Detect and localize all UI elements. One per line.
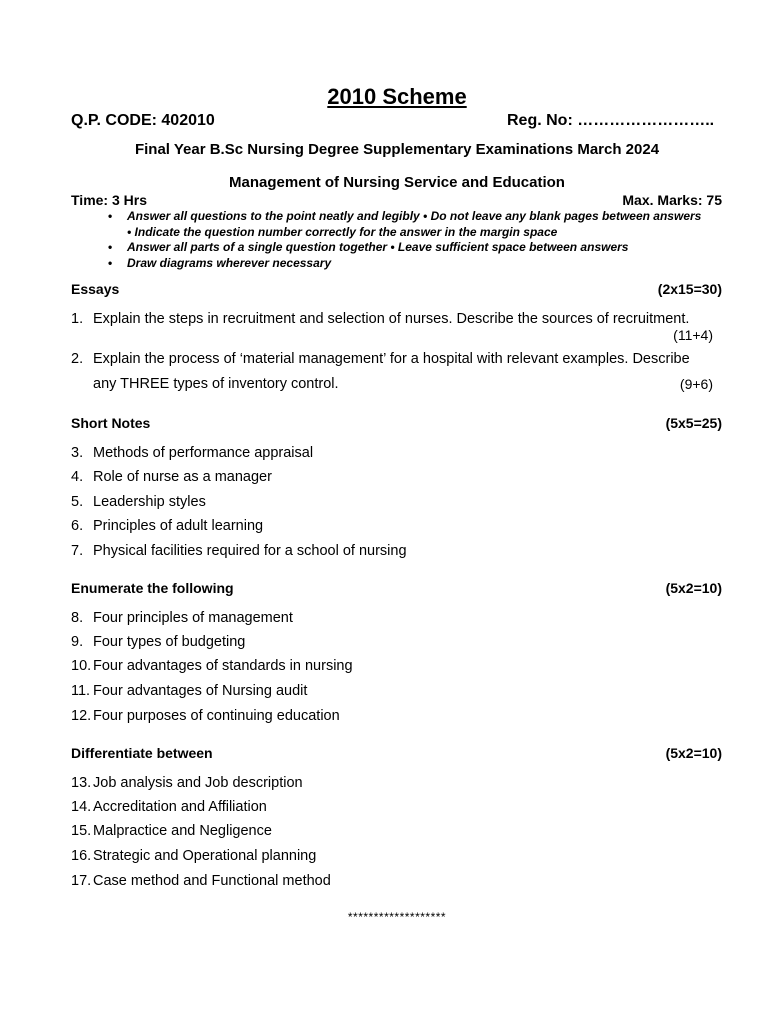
bullet-icon: • [108, 255, 113, 270]
question-number: 14. [71, 799, 92, 815]
question-text: Accreditation and Affiliation [93, 799, 267, 815]
end-stars-divider: ******************* [347, 910, 447, 924]
question-item [71, 799, 267, 815]
question-text: Physical facilities required for a school of nursing [93, 543, 407, 559]
section-short-notes [71, 415, 722, 431]
instruction-item [108, 240, 708, 256]
question-text: Explain the steps in recruitment and selection of nurses. Describe the sources of recruitment. [93, 311, 690, 327]
question-number: 15. [71, 823, 92, 839]
bullet-icon: • [108, 209, 113, 223]
section-title: Short Notes [71, 415, 151, 431]
time-allowed: Time: 3 Hrs [71, 192, 147, 208]
bullet-icon: • [108, 240, 113, 254]
question-number: 1. [71, 311, 84, 327]
question-number: 12. [71, 708, 92, 724]
section-marks: (2x15=30) [657, 281, 722, 297]
instructions-list [108, 209, 708, 271]
reg-no: Reg. No: …………………….. [507, 112, 715, 129]
exam-title: Final Year B.Sc Nursing Degree Supplementary Examinations March 2024 [134, 141, 660, 158]
question-text: Case method and Functional method [93, 873, 331, 889]
question-item [71, 775, 303, 791]
question-number: 2. [71, 351, 84, 367]
question-item [71, 494, 206, 510]
question-text: Four advantages of Nursing audit [93, 683, 308, 699]
question-item [71, 543, 407, 559]
question-item [71, 683, 307, 699]
instruction-item [108, 256, 708, 272]
question-text: Principles of adult learning [93, 518, 264, 534]
question-text: Four advantages of standards in nursing [93, 658, 353, 674]
question-item [71, 469, 272, 485]
section-title: Essays [71, 281, 120, 297]
question-text: Explain the process of ‘material management’ for a hospital with relevant examples. Describe [93, 351, 690, 367]
question-text: Strategic and Operational planning [93, 848, 317, 864]
section-title: Enumerate the following [71, 580, 234, 596]
section-essays [71, 281, 722, 297]
question-sub-marks: (11+4) [673, 327, 713, 343]
question-item [71, 708, 340, 724]
question-number: 7. [71, 543, 84, 559]
question-item [71, 311, 689, 327]
section-enumerate [71, 580, 722, 596]
scheme-title: 2010 Scheme [327, 84, 467, 109]
question-number: 3. [71, 445, 84, 461]
question-number: 8. [71, 610, 84, 626]
question-number: 6. [71, 518, 84, 534]
question-number: 10. [71, 658, 92, 674]
question-item [71, 518, 263, 534]
question-text: Malpractice and Negligence [93, 823, 272, 839]
question-text: Job analysis and Job description [93, 775, 303, 791]
question-text: Four purposes of continuing education [93, 708, 340, 724]
question-sub-marks: (9+6) [679, 376, 713, 392]
instruction-text: Draw diagrams wherever necessary [127, 255, 332, 270]
question-text: Methods of performance appraisal [93, 445, 314, 461]
question-item [71, 351, 690, 367]
question-number: 4. [71, 469, 84, 485]
question-number: 17. [71, 873, 92, 889]
subject-title: Management of Nursing Service and Education [229, 174, 565, 191]
section-differentiate [71, 745, 722, 761]
section-marks: (5x2=10) [665, 745, 722, 761]
max-marks: Max. Marks: 75 [622, 192, 722, 208]
question-number: 13. [71, 775, 92, 791]
question-number: 16. [71, 848, 92, 864]
question-number: 11. [71, 683, 91, 699]
instruction-item [108, 209, 708, 240]
question-number: 9. [71, 634, 84, 650]
question-item [71, 823, 272, 839]
question-item [71, 658, 353, 674]
section-marks: (5x5=25) [665, 415, 722, 431]
instruction-text: Answer all parts of a single question together • Leave sufficient space between answers [127, 240, 629, 254]
question-item [71, 445, 313, 461]
question-text-continued: any THREE types of inventory control. [93, 376, 339, 392]
qp-code: Q.P. CODE: 402010 [71, 112, 215, 129]
question-item [71, 873, 331, 889]
question-item [71, 848, 316, 864]
question-item [71, 634, 245, 650]
section-marks: (5x2=10) [665, 580, 722, 596]
instruction-text: Answer all questions to the point neatly and legibly • Do not leave any blank pages between answers • Indicate the question number correctly for the answer in the margin space [127, 209, 702, 239]
question-text: Leadership styles [93, 494, 206, 510]
question-item [71, 610, 293, 626]
question-text: Four types of budgeting [93, 634, 246, 650]
question-text: Four principles of management [93, 610, 293, 626]
question-number: 5. [71, 494, 84, 510]
section-title: Differentiate between [71, 745, 213, 761]
question-text: Role of nurse as a manager [93, 469, 272, 485]
